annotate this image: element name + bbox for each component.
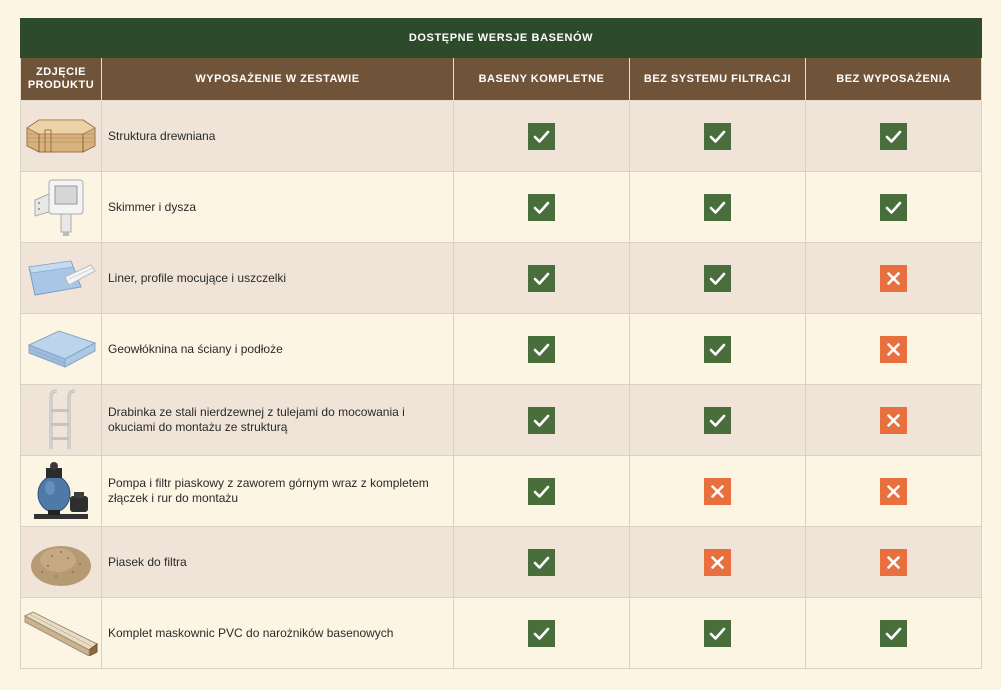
cell-no-filtration xyxy=(630,598,806,669)
cell-no-filtration xyxy=(630,101,806,172)
geotextile-icon xyxy=(21,327,101,371)
table-row xyxy=(21,314,982,385)
product-photo xyxy=(21,385,102,456)
col-header-no-equipment: BEZ WYPOSAŻENIA xyxy=(806,58,982,101)
pool-versions-table xyxy=(20,18,982,669)
check-icon xyxy=(704,123,731,150)
table-row xyxy=(21,243,982,314)
table-row xyxy=(21,385,982,456)
check-icon xyxy=(528,194,555,221)
product-photo xyxy=(21,527,102,598)
sand-pile-icon xyxy=(21,536,101,588)
sand-filter-pump-icon xyxy=(21,460,101,522)
cell-no-filtration xyxy=(630,456,806,527)
cell-no-filtration xyxy=(630,385,806,456)
check-icon xyxy=(528,123,555,150)
feature-label: Struktura drewniana xyxy=(102,101,454,172)
cell-no-filtration xyxy=(630,527,806,598)
cell-no-equipment xyxy=(806,456,982,527)
cell-complete xyxy=(454,314,630,385)
cell-no-equipment xyxy=(806,385,982,456)
cell-complete xyxy=(454,527,630,598)
feature-label: Geowłóknina na ściany i podłoże xyxy=(102,314,454,385)
table-title: DOSTĘPNE WERSJE BASENÓW xyxy=(21,19,982,58)
cross-icon xyxy=(704,549,731,576)
table-row xyxy=(21,598,982,669)
check-icon xyxy=(528,407,555,434)
table-row xyxy=(21,101,982,172)
check-icon xyxy=(704,194,731,221)
feature-label: Komplet maskownic PVC do narożników basenowych xyxy=(102,598,454,669)
cell-no-equipment xyxy=(806,172,982,243)
feature-label: Skimmer i dysza xyxy=(102,172,454,243)
cell-complete xyxy=(454,456,630,527)
liner-icon xyxy=(21,257,101,299)
col-header-photo: ZDJĘCIE PRODUKTU xyxy=(21,58,102,101)
check-icon xyxy=(528,265,555,292)
check-icon xyxy=(704,620,731,647)
cell-no-equipment xyxy=(806,598,982,669)
col-header-no-filtration: BEZ SYSTEMU FILTRACJI xyxy=(630,58,806,101)
check-icon xyxy=(704,407,731,434)
product-photo xyxy=(21,456,102,527)
check-icon xyxy=(880,123,907,150)
feature-label: Liner, profile mocujące i uszczelki xyxy=(102,243,454,314)
table-row xyxy=(21,172,982,243)
cell-complete xyxy=(454,243,630,314)
cell-complete xyxy=(454,598,630,669)
cell-no-equipment xyxy=(806,101,982,172)
ladder-icon xyxy=(21,389,101,451)
check-icon xyxy=(528,620,555,647)
feature-label: Pompa i filtr piaskowy z zaworem górnym wraz z kompletem złączek i rur do montażu xyxy=(102,456,454,527)
cross-icon xyxy=(880,549,907,576)
wooden-pool-icon xyxy=(21,116,101,156)
product-photo xyxy=(21,101,102,172)
table-row xyxy=(21,527,982,598)
check-icon xyxy=(528,336,555,363)
cell-no-filtration xyxy=(630,172,806,243)
cross-icon xyxy=(880,407,907,434)
product-photo xyxy=(21,598,102,669)
check-icon xyxy=(880,620,907,647)
cross-icon xyxy=(880,336,907,363)
cell-complete xyxy=(454,172,630,243)
feature-label: Drabinka ze stali nierdzewnej z tulejami do mocowania i okuciami do montażu ze strukturą xyxy=(102,385,454,456)
cross-icon xyxy=(880,478,907,505)
pool-versions-table-wrap xyxy=(20,18,981,669)
cell-no-equipment xyxy=(806,243,982,314)
cross-icon xyxy=(880,265,907,292)
check-icon xyxy=(704,336,731,363)
col-header-complete: BASENY KOMPLETNE xyxy=(454,58,630,101)
product-photo xyxy=(21,243,102,314)
cell-complete xyxy=(454,101,630,172)
check-icon xyxy=(880,194,907,221)
skimmer-icon xyxy=(21,176,101,238)
product-photo xyxy=(21,314,102,385)
cross-icon xyxy=(704,478,731,505)
product-photo xyxy=(21,172,102,243)
pvc-cover-icon xyxy=(21,610,101,656)
cell-no-filtration xyxy=(630,243,806,314)
table-row xyxy=(21,456,982,527)
cell-complete xyxy=(454,385,630,456)
check-icon xyxy=(528,478,555,505)
cell-no-equipment xyxy=(806,527,982,598)
check-icon xyxy=(528,549,555,576)
check-icon xyxy=(704,265,731,292)
cell-no-equipment xyxy=(806,314,982,385)
col-header-equipment: WYPOSAŻENIE W ZESTAWIE xyxy=(102,58,454,101)
feature-label: Piasek do filtra xyxy=(102,527,454,598)
cell-no-filtration xyxy=(630,314,806,385)
